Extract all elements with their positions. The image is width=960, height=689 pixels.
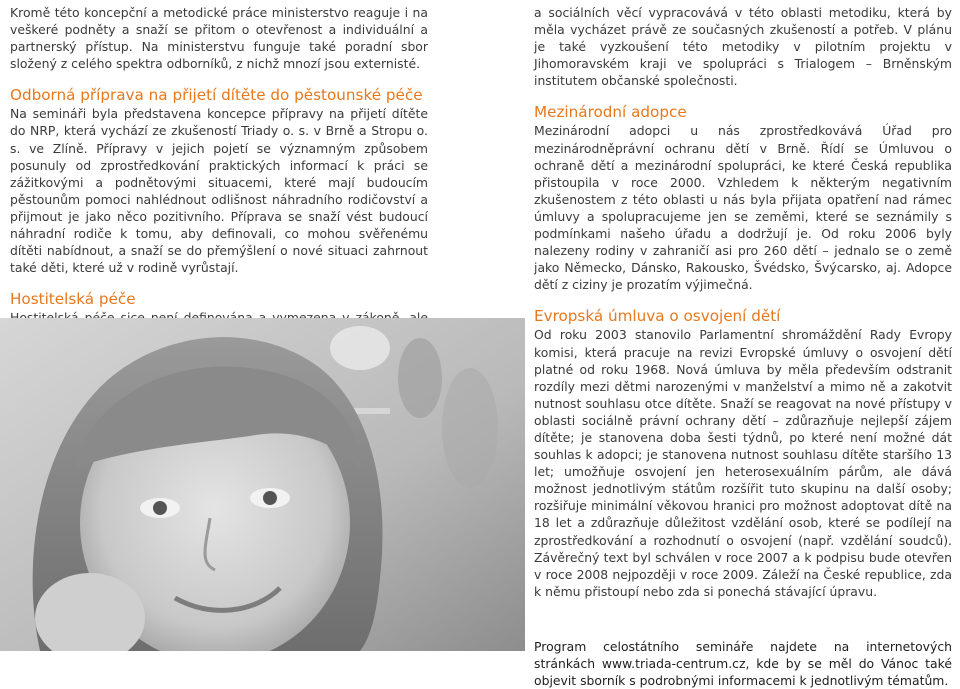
section-heading: Mezinárodní adopce [534, 103, 687, 122]
section-text: Od roku 2003 stanovilo Parlamentní shromáždění Rady Evropy komisi, která pracuje na revizi Evropské úmluvy o osvojení dětí platné od roku 1968. Nová úmluva by měla především odstranit rozdíly mezi dětmi narozenými v manželství a mimo ně a zakotvit nutnost souhlasu otce dítěte. Snaží se reagovat na nové přístupy v oblasti sociálně právní ochrany dětí – zdůrazňuje nejlepší zájem dítěte; je stanovena doba šesti týdnů, po které není možné dát souhlas k adopci; je stanovena nutnost souhlasu dítěte staršího 13 let; umožňuje osvojení jen heterosexuálním párům, ale dává možnost jednotlivým státům rozšířit tuto skupinu na další osoby; rozšiřuje minimální věkovou hranici pro možnost adoptovat dítě na 18 let a zdůrazňuje důležitost vzdělání osob, které se podílejí na zprostředkování a rozhodnutí o osvojení (např. vzdělání soudců). Závěrečný text byl schválen v roce 2007 a k podpisu bude otevřen v roce 2008 nejpozději v roce 2009. Záleží na České republice, zda k němu přistoupí nebo zda si ponechá stávající úpravu. [534, 327, 952, 599]
girl-portrait-photo [0, 318, 525, 651]
section-international-adoption [534, 103, 952, 293]
photo-illustration [0, 318, 525, 651]
section-heading: Hostitelská péče [10, 290, 136, 309]
section-european-convention [534, 307, 952, 600]
section-text: Mezinárodní adopci u nás zprostředkovává Úřad pro mezinárodněprávní ochranu dětí v Brně. Řídí se Úmluvou o ochraně dětí a mezinárodní spolupráci, ke které Česká republika přistoupila v roce 2000. Vzhledem k některým negativním zkušenostem z této oblasti u nás byla přijata opatření nad rámec úmluvy a spolupracujeme jen se zeměmi, které se seznámily s podmínkami našeho úřadu a dodržují je. Od roku 2006 byly nalezeny rodiny v zahraničí asi pro 260 dětí – jednalo se o země jako Německo, Dánsko, Rakousko, Švédsko, Švýcarsko, aj. Adopce dětí z ciziny je prozatím výjimečná. [534, 123, 952, 293]
section-heading: Evropská úmluva o osvojení dětí [534, 307, 781, 326]
program-note [534, 638, 952, 689]
section-text: Na semináři byla představena koncepce přípravy na přijetí dítěte do NRP, která vychází ze zkušeností Triady o. s. v Brně a Stropu o. s. ve Zlíně. Přípravy v jejich pojetí se významným způsobem posunuly od zprostředkování praktických informací k práci se zážitkovými a podnětovými situacemi, které mají budoucím pěstounům pomoci nahlédnout odlišnost náhradního rodičovství a přijmout je jako něco pozitivního. Příprava se snaží vést budoucí náhradní rodiče k tomu, aby definovali, co mohou svěřenému dítěti nabídnout, a snaží se do přemýšlení o nové situaci zahrnout také děti, které už v rodině vyrůstají. [10, 106, 428, 276]
right-intro-text: a sociálních věcí vypracovává v této oblasti metodiku, která by měla vycházet právě ze současných zkušeností a potřeb. V plánu je také vyzkoušení této metodiky v pilotním projektu v Jihomoravském kraji ve spolupráci s Trialogem – Brněnským institutem občanské společnosti. [534, 5, 952, 89]
program-note-text: Program celostátního semináře najdete na internetových stránkách www.triada-centrum.cz, kde by se měl do Vánoc také objevit sborník s podrobnými informacemi k jednotlivým tématům. [534, 638, 952, 689]
left-intro-text: Kromě této koncepční a metodické práce ministerstvo reaguje i na veškeré podněty a snaží se přitom o otevřenost a individuální a partnerský přístup. Na ministerstvu funguje také poradní sbor složený z celého spektra odborníků, z nichž mnozí jsou externisté. [10, 5, 428, 72]
section-heading: Odborná příprava na přijetí dítěte do pěstounské péče [10, 86, 423, 105]
right-column [534, 0, 952, 689]
section-foster-care-preparation [10, 86, 428, 276]
